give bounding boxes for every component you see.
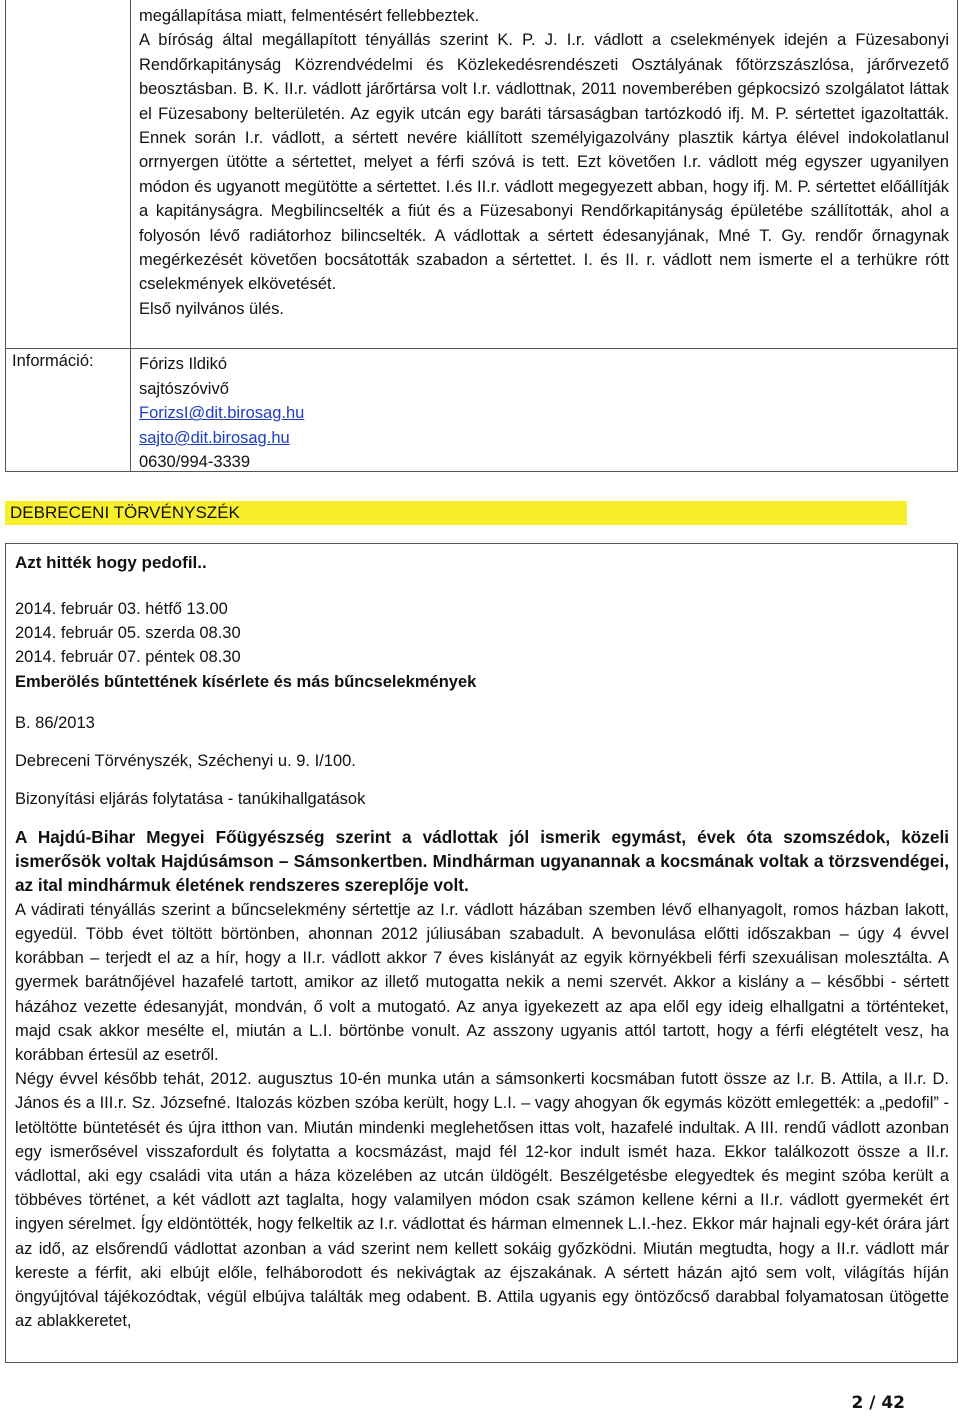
page-number: 2 / 42 [851,1393,905,1413]
contact-email-link[interactable]: ForizsI@dit.birosag.hu [139,404,305,423]
case-description [15,825,949,1334]
hearing-dates [15,597,949,670]
contact-cell [139,352,949,475]
facts-paragraph-1: A vádirati tényállás szerint a bűncselekmény sértettje az I.r. vádlott házában szemben lévő elhanyagolt, romos házban lakott, egyedül. Több évet töltött börtönben, ahonnan 2012 júliusában szabadult. A bevonulása előtti időszakban – úgy 4 évvel korábban – terjedt el az a hír, hogy a II.r. vádlott akkor 7 éves kislányát az egyik környékbeli férfi szexuálisan molesztálta. A gyermek barátnőjével hazafelé tartott, amikor az illető mutogatta nekik a nemi szervét. Akkor a kislány a – későbbi - sértett házához vezette édesanyját, mondván, ő volt a mutogató. Az anya igyekezett az apa elől egy ideig elhallgatni a történteket, majd csak akkor mesélte el, miután a L.I. börtönbe vonult. Az asszony ugyanis attól tartott, hogy a férfi elégtételt vesz, ha korábban értesül az esetről. [15,900,949,1065]
description-last: Első nyilvános ülés. [139,299,284,318]
case-content [15,544,949,1333]
case-box [5,543,958,1363]
case-number: B. 86/2013 [15,713,95,732]
hearing-date: 2014. február 05. szerda 08.30 [15,624,241,643]
description-line-1: megállapítása miatt, felmentésért fellebbeztek. [139,7,480,25]
description-cell [139,4,949,321]
info-label: Információ: [12,352,94,370]
contact-name: Fórizs Ildikó [139,355,228,373]
hearing-date: 2014. február 07. péntek 08.30 [15,648,241,667]
description-main: A bíróság által megállapított tényállás szerint K. P. J. I.r. vádlott a cselekmények idején a Füzesabonyi Rendőrkapitányság Közrendvédelmi és Közlekedésrendészeti Osztályának főtörzszászlósa, járőrvezető beosztásban. B. K. II.r. vádlott járőrtársa volt I.r. vádlottnak, 2011 novemberében gépkocsizó szolgálatot láttak el Füzesabony belterületén. Az egyik utcán egy baráti társaságban tartózkodó ifj. M. P. sértettet igazoltatták. Ennek során I.r. vádlott, a sértett nevére kiállított személyigazolvány plasztik kártya élével indokolatlanul orrnyergen ütötte a sértettet, melyet a férfi szóvá is tett. Ezt követően I.r. vádlott még egyszer ugyanilyen módon és ugyanott megütötte a sértettet. I.és II.r. vádlott megegyezett abban, hogy ifj. M. P. sértettet előállítják a kapitányságra. Megbilincselték a fiút és a Füzesabonyi Rendőrkapitányság épületébe szállították, ahol a folyosón lévő radiátorhoz bilincselték. A vádlottak a sértett édesanyjának, Mné T. Gy. rendőr őrnagynak megérkezését követően bocsátották szabadon a sértettet. I. és II. r. vádlott nem ismerte el a terhükre rótt cselekmények elkövetését. [139,31,949,294]
contact-role: sajtószóvivő [139,379,229,398]
hearing-location: Debreceni Törvényszék, Széchenyi u. 9. I/100. [15,751,356,770]
table-column-divider [130,0,131,471]
press-email-link[interactable]: sajto@dit.birosag.hu [139,428,290,447]
info-table [5,0,958,472]
crime-type: Emberölés bűntettének kísérlete és más bűncselekmények [15,672,477,691]
court-header: DEBRECENI TÖRVÉNYSZÉK [5,501,907,525]
summary-paragraph: A Hajdú-Bihar Megyei Főügyészség szerint a vádlottak jól ismerik egymást, évek óta szomszédok, közeli ismerősök voltak Hajdúsámson – Sámsonkertben. Mindhárman ugyanannak a kocsmának voltak a törzsvendégei, az ital mindhármuk életének rendszeres szereplője volt. [15,826,949,896]
contact-phone: 0630/994-3339 [139,453,251,472]
case-title: Azt hitték hogy pedofil.. [15,553,207,572]
table-row-divider [6,348,957,349]
hearing-date: 2014. február 03. hétfő 13.00 [15,600,228,618]
facts-paragraph-2: Négy évvel később tehát, 2012. augusztus 10-én munka után a sámsonkerti kocsmában futott össze az I.r. B. Attila, a II.r. D. János és a III.r. Sz. Józsefné. Italozás közben szóba került, hogy L.I. – vagy ahogyan ők egymás között emlegették: a „pedofil” - letöltötte büntetését és újra itthon van. Miután mindenki meglehetősen ittas volt, hazafelé indultak. A III. rendű vádlott azonban egy ismerősével visszafordult és folytatta a kocsmázást, majd fél 12-kor indult ismét haza. Ekkor találkozott össze a II.r. vádlottal, aki egy családi vita után a háza közelében az utcán üldögélt. Beszélgetésbe elegyedtek és megint szóba került a többéves történet, a két vádlott azt taglalta, hogy valamilyen módon csak számon kellene kérni a II.r. vádlott gyermekét ért ingyen sérelmet. Így eldöntötték, hogy felkeltik az I.r. vádlottat és hárman elmennek L.I.-hez. Ekkor már hajnali egy-két órára járt az idő, az elsőrendű vádlottat azonban a vád szerint nem kellett sokáig győzködni. Miután megtudta, hogy a II.r. vádlott már kereste a férfit, aki elbújt előle, felháborodott és nekivágtak az éjszakának. A sértett házán ajtó sem volt, világítás híján öngyújtóval tájékozódtak, végül elbújva találták meg odabent. B. Attila ugyanis egy öntözőcső darabbal folyamatosan ütögette az ablakkeretet, [15,1070,949,1331]
procedure-type: Bizonyítási eljárás folytatása - tanúkihallgatások [15,789,366,808]
